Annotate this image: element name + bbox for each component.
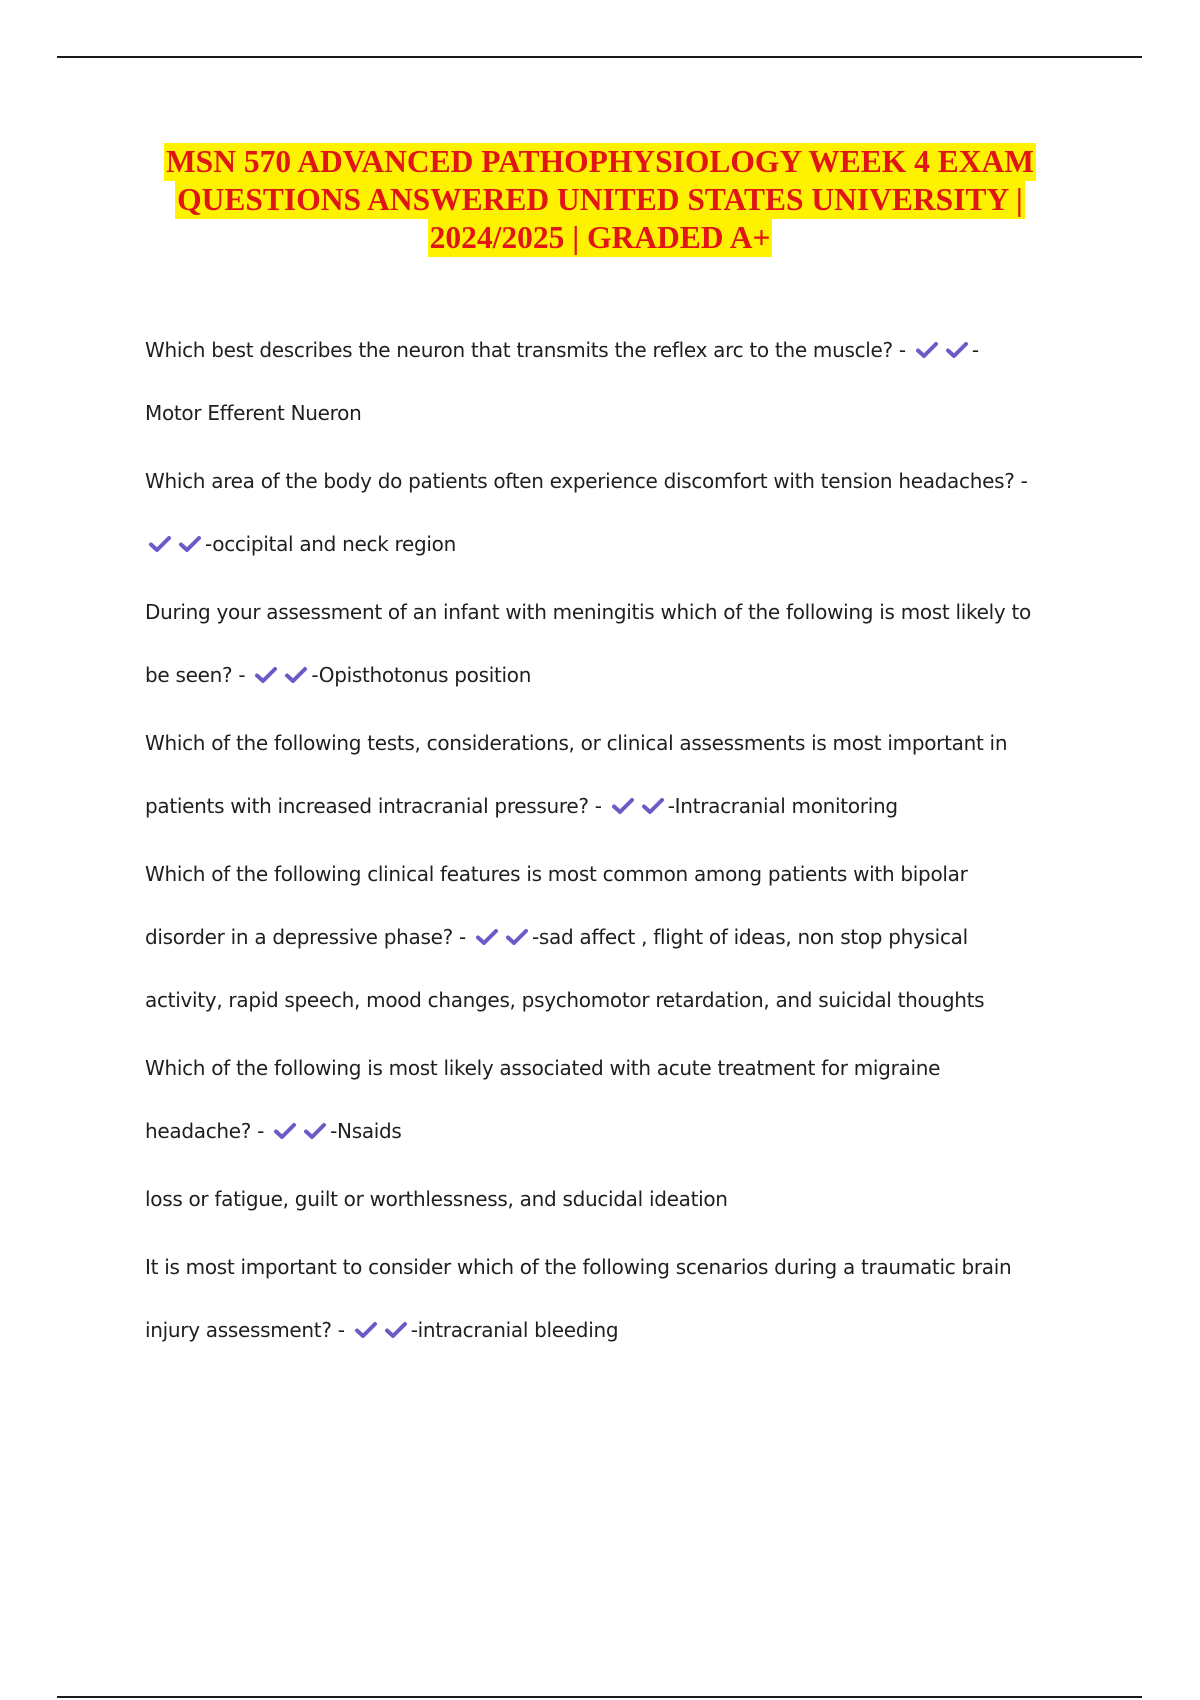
checkmark-icon	[915, 340, 939, 360]
question-text-cont: headache? -	[145, 1119, 265, 1143]
answer-separator: -	[971, 338, 979, 362]
checkmark-icon	[505, 927, 529, 947]
qa-item	[145, 1245, 1085, 1365]
answer-text: -sad affect , flight of ideas, non stop physical	[531, 925, 968, 949]
checkmark-icon	[303, 1121, 327, 1141]
answer-text: -occipital and neck region	[205, 532, 456, 556]
checkmark-icon	[384, 1320, 408, 1340]
question-text: Which of the following tests, considerations, or clinical assessments is most important in	[145, 731, 1008, 755]
answer-text: -Opisthotonus position	[311, 663, 532, 687]
question-text: Which of the following clinical features is most common among patients with bipolar	[145, 862, 968, 886]
checkmark-icon	[475, 927, 499, 947]
checkmark-icon	[273, 1121, 297, 1141]
checkmark-icon	[178, 534, 202, 554]
answer-text: Motor Efferent Nueron	[145, 401, 362, 425]
answer-text: -Intracranial monitoring	[667, 794, 898, 818]
question-text-cont: patients with increased intracranial pressure? -	[145, 794, 602, 818]
question-text-cont: disorder in a depressive phase? -	[145, 925, 466, 949]
title-line-3: 2024/2025 | GRADED A+	[429, 220, 771, 255]
question-text: It is most important to consider which of the following scenarios during a traumatic brain	[145, 1255, 1012, 1279]
qa-item	[145, 721, 1085, 841]
qa-item	[145, 1177, 1085, 1234]
qa-item	[145, 852, 1085, 1035]
document-title	[100, 143, 1100, 257]
question-text: Which area of the body do patients often experience discomfort with tension headaches? -	[145, 469, 1028, 493]
checkmark-icon	[284, 665, 308, 685]
checkmark-icon	[254, 665, 278, 685]
answer-text: -intracranial bleeding	[410, 1318, 619, 1342]
title-line-1: MSN 570 ADVANCED PATHOPHYSIOLOGY WEEK 4 EXAM	[165, 144, 1035, 179]
question-text-cont: injury assessment? -	[145, 1318, 345, 1342]
title-line-2: QUESTIONS ANSWERED UNITED STATES UNIVERSITY |	[177, 182, 1023, 217]
checkmark-icon	[945, 340, 969, 360]
qa-item	[145, 1046, 1085, 1166]
orphan-text: loss or fatigue, guilt or worthlessness, and sducidal ideation	[145, 1187, 728, 1211]
qa-list	[145, 328, 1085, 1376]
question-text: Which of the following is most likely associated with acute treatment for migraine	[145, 1056, 941, 1080]
question-text: During your assessment of an infant with meningitis which of the following is most likely to	[145, 600, 1031, 624]
answer-text-cont: activity, rapid speech, mood changes, psychomotor retardation, and suicidal thoughts	[145, 988, 985, 1012]
checkmark-icon	[611, 796, 635, 816]
top-rule	[57, 56, 1142, 58]
qa-item	[145, 459, 1085, 579]
qa-item	[145, 328, 1085, 448]
question-text: Which best describes the neuron that transmits the reflex arc to the muscle? -	[145, 338, 906, 362]
checkmark-icon	[641, 796, 665, 816]
bottom-rule	[57, 1696, 1142, 1698]
checkmark-icon	[148, 534, 172, 554]
answer-text: -Nsaids	[330, 1119, 402, 1143]
question-text-cont: be seen? -	[145, 663, 246, 687]
checkmark-icon	[354, 1320, 378, 1340]
qa-item	[145, 590, 1085, 710]
